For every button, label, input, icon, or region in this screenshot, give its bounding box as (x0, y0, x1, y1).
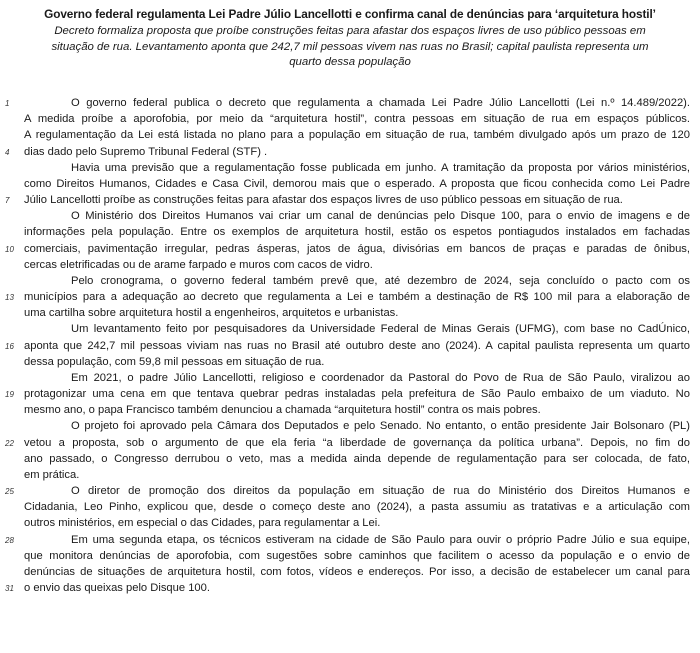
line-text: A regulamentação da Lei está listada no plano para a população em situação de rua, também divulgado após um prazo de 120 (24, 129, 690, 142)
line-text: em prática. (24, 468, 80, 481)
text-line (24, 224, 690, 240)
line-text: O diretor de promoção dos direitos da população em situação de rua do Ministério dos Direitos Humanos e (71, 485, 690, 498)
line-text: Pelo cronograma, o governo federal também prevê que, até dezembro de 2024, seja concluído o pacto com os (71, 274, 690, 287)
line-text: dias dado pelo Supremo Tribunal Federal (STF) . (24, 145, 268, 158)
line-text: Em uma segunda etapa, os técnicos estiveram na cidade de São Paulo para ouvir o próprio Padre Júlio e sua equipe, (71, 533, 690, 546)
text-line (24, 273, 690, 289)
line-text: A medida proíbe a aporofobia, por meio da “arquitetura hostil”, contra pessoas em situação de rua em espaços públicos. (24, 113, 690, 126)
line-text: comerciais, pavimentação irregular, pedras ásperas, jatos de água, divisórias em bancos de praças e paradas de ônibus, (24, 242, 690, 255)
text-line (5, 338, 690, 354)
text-line (5, 483, 690, 499)
text-line (24, 176, 690, 192)
line-text: aponta que 242,7 mil pessoas viviam nas ruas no Brasil até outubro deste ano (2024). A capital paulista representa um quarto (24, 339, 690, 352)
text-line (24, 160, 690, 176)
line-number: 25 (5, 487, 14, 497)
text-line (24, 451, 690, 467)
line-text: Havia uma previsão que a regulamentação fosse publicada em junho. A tramitação da proposta por vários ministérios, (71, 161, 690, 174)
article-body (5, 95, 690, 596)
text-line (24, 515, 690, 531)
line-text: denúncias de situações de arquitetura hostil, com fotos, vídeos e endereços. Por isso, a decisão de estabelecer um canal para (24, 565, 690, 578)
line-number: 19 (5, 390, 14, 400)
line-number: 13 (5, 293, 14, 303)
text-line (5, 95, 690, 111)
text-line (24, 402, 690, 418)
line-number: 22 (5, 438, 14, 448)
text-line (5, 192, 690, 208)
article-subtitle: Decreto formaliza proposta que proíbe construções feitas para afastar dos espaços livres de uso público pessoas em situação de rua. Levantamento aponta que 242,7 mil pessoas vivem nas ruas no Brasil; capital paulista representa um quarto dessa população (51, 25, 649, 68)
line-text: dessa população, com 59,8 mil pessoas em situação de rua. (24, 355, 325, 368)
text-line (24, 499, 690, 515)
line-number: 28 (5, 535, 14, 545)
text-line (5, 386, 690, 402)
text-line (24, 564, 690, 580)
text-line (24, 321, 690, 337)
text-line (5, 580, 690, 596)
line-text: Um levantamento feito por pesquisadores da Universidade Federal de Minas Gerais (UFMG), com base no CadÚnico, (71, 323, 690, 336)
line-text: protagonizar uma cena em que tentava quebrar pedras instaladas pela prefeitura de São Paulo embaixo de um viaduto. No (24, 388, 690, 401)
line-text: Júlio Lancellotti proíbe as construções feitas para afastar dos espaços livres de uso público pessoas em situação de rua. (24, 194, 623, 207)
text-line (24, 370, 690, 386)
text-line (24, 418, 690, 434)
text-line (24, 257, 690, 273)
text-line (24, 305, 690, 321)
line-number: 1 (5, 99, 10, 108)
line-text: informações pela população. Entre os exemplos de arquitetura hostil, estão os espetos pontiagudos instalados em fachadas (24, 226, 690, 239)
text-line (5, 241, 690, 257)
line-text: vetou a proposta, sob o argumento de que ela feria “a liberdade de governança da política urbana”. Depois, no fim do (24, 436, 690, 449)
line-text: Em 2021, o padre Júlio Lancellotti, religioso e coordenador da Pastoral do Povo de Rua de São Paulo, viralizou ao (71, 371, 690, 384)
line-text: O Ministério dos Direitos Humanos vai criar um canal de denúncias pelo Disque 100, para o envio de imagens e de (71, 210, 690, 223)
line-text: uma cartilha sobre arquitetura hostil a engenheiros, arquitetos e urbanistas. (24, 307, 399, 320)
text-line (5, 289, 690, 305)
line-text: como Direitos Humanos, Cidades e Casa Civil, demorou mais que o esperado. A proposta que ficou conhecida como Lei Padre (24, 177, 690, 190)
text-line (24, 208, 690, 224)
line-number: 4 (5, 147, 10, 157)
line-text: que monitora denúncias de aporofobia, com sugestões sobre caminhos que facilitem o acesso da população e o envio de (24, 549, 690, 562)
text-line (24, 111, 690, 127)
text-line (5, 435, 690, 451)
line-number: 16 (5, 341, 14, 351)
line-text: ano passado, o Congresso derrubou o veto, mas a medida ainda depende de regulamentação para ser colocada, de fato, (24, 452, 690, 465)
line-text: o envio das queixas pelo Disque 100. (24, 582, 210, 595)
text-line (24, 467, 690, 483)
text-line (24, 548, 690, 564)
article-title: Governo federal regulamenta Lei Padre Júlio Lancellotti e confirma canal de denúncias para ‘arquitetura hostil’ (44, 7, 656, 21)
line-text: O governo federal publica o decreto que regulamenta a chamada Lei Padre Júlio Lancellotti (Lei n.º 14.489/2022). (71, 97, 690, 109)
line-number: 31 (5, 584, 14, 594)
line-text: cercas eletrificadas ou de arame farpado e muros com cacos de vidro. (24, 258, 373, 271)
line-text: Cidadania, Leo Pinho, explicou que, desde o começo deste ano (2024), a pasta assumiu as tratativas e a articulação com (24, 501, 690, 514)
line-number: 7 (5, 196, 10, 206)
line-number: 10 (5, 244, 14, 254)
text-line (5, 532, 690, 548)
line-text: municípios para a adequação ao decreto que regulamenta a Lei e também a destinação de R$ 100 mil para a elaboração de (24, 291, 690, 304)
text-line (24, 127, 690, 143)
line-text: mesmo ano, o papa Francisco também denunciou a chamada “arquitetura hostil” contra os mais pobres. (24, 404, 541, 417)
text-line (24, 354, 690, 370)
line-text: O projeto foi aprovado pela Câmara dos Deputados e pelo Senado. No entanto, o então presidente Jair Bolsonaro (PL) (71, 420, 690, 433)
text-line (5, 144, 690, 160)
line-text: outros ministérios, em especial o das Cidades, para regulamentar a Lei. (24, 517, 381, 530)
